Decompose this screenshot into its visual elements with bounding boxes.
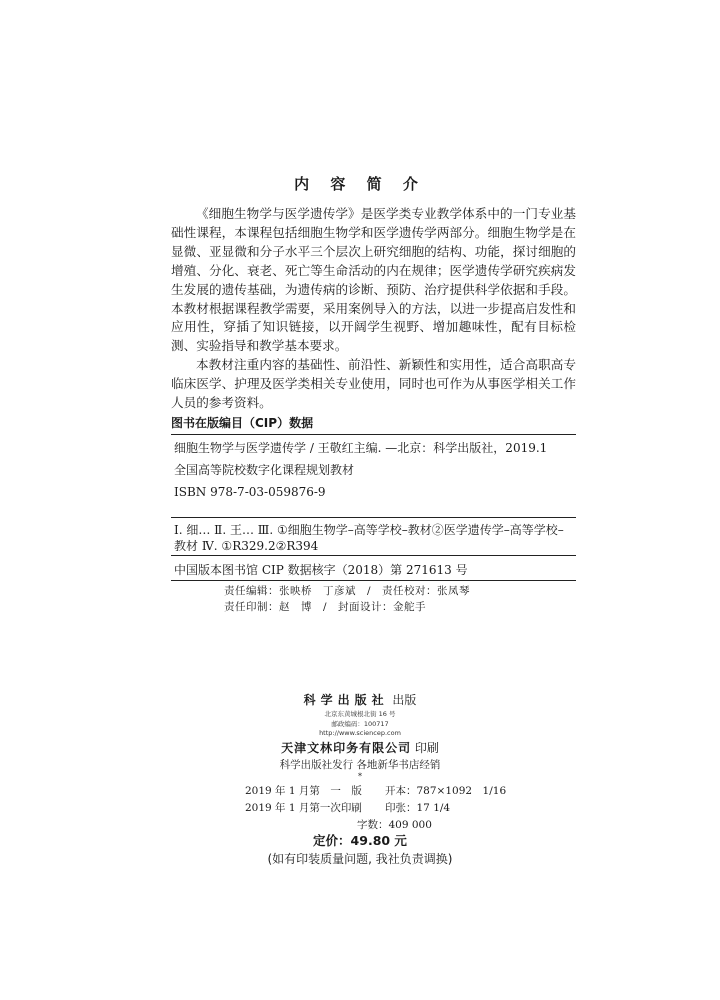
cip-lower-rule [171, 555, 576, 556]
cip-series-line: 全国高等院校数字化课程规划教材 [174, 463, 355, 477]
book-format: 开本：787×1092 1/16 [385, 785, 507, 797]
printer-suffix: 印刷 [414, 741, 439, 755]
quality-notice: (如有印装质量问题, 我社负责调换) [267, 852, 453, 866]
publisher-suffix: 出版 [392, 693, 417, 707]
cip-heading: 图书在版编目（CIP）数据 [171, 416, 314, 430]
editor-credits: 责任编辑：张映桥 丁彦斌 / 责任校对：张凤琴 [224, 585, 471, 597]
edition-date: 2019 年 1 月第 一 版 [245, 785, 362, 797]
separator-star: * [358, 772, 362, 781]
distribution-line: 科学出版社发行 各地新华书店经销 [279, 759, 441, 771]
price: 定价：49.80 元 [313, 833, 407, 848]
publisher-postcode: 邮政编码：100717 [331, 720, 389, 728]
publisher-line [0, 691, 720, 708]
cip-record-number: 中国版本图书馆 CIP 数据核字（2018）第 271613 号 [174, 563, 468, 577]
cip-bottom-rule [171, 580, 576, 581]
publisher-website: http://www.sciencep.com [319, 729, 401, 737]
intro-body [171, 205, 576, 413]
printer-name: 天津文林印务有限公司 [281, 741, 412, 755]
printer-line [0, 739, 720, 756]
cip-title-line: 细胞生物学与医学遗传学 / 王敬红主编. —北京：科学出版社，2019.1 [174, 441, 548, 455]
cip-classification: Ⅰ. 细… Ⅱ. 王… Ⅲ. ①细胞生物学–高等学校–教材②医学遗传学–高等学校–教材 Ⅳ. ①R329.2②R394 [174, 523, 564, 553]
publisher-address: 北京东黄城根北街 16 号 [324, 710, 396, 718]
printing-date: 2019 年 1 月第一次印刷 [245, 802, 362, 814]
intro-paragraph-2: 本教材注重内容的基础性、前沿性、新颖性和实用性，适合高职高专临床医学、护理及医学类相关专业使用，同时也可作为从事医学相关工作人员的参考资料。 [171, 357, 576, 411]
production-credits: 责任印制：赵 博 / 封面设计：金舵手 [224, 601, 427, 613]
intro-paragraph-1: 《细胞生物学与医学遗传学》是医学类专业教学体系中的一门专业基础性课程，本课程包括细胞生物学和医学遗传学两部分。细胞生物学是在显微、亚显微和分子水平三个层次上研究细胞的结构、功能，探讨细胞的增殖、分化、衰老、死亡等生命活动的内在规律；医学遗传学研究疾病发生发展的遗传基础，为遗传病的诊断、预防、治疗提供科学依据和手段。本教材根据课程教学需要，采用案例导入的方法，以进一步提高启发性和应用性，穿插了知识链接，以开阔学生视野、增加趣味性，配有目标检测、实验指导和教学基本要求。 [171, 206, 576, 354]
word-count: 字数：409 000 [357, 819, 432, 831]
publisher-name: 科学出版社 [303, 693, 389, 707]
cip-mid-rule [171, 517, 576, 518]
cip-isbn-line: ISBN 978-7-03-059876-9 [174, 485, 326, 499]
intro-title: 内 容 简 介 [294, 175, 426, 193]
printed-sheets: 印张：17 1/4 [385, 802, 451, 814]
cip-top-rule [171, 434, 576, 435]
